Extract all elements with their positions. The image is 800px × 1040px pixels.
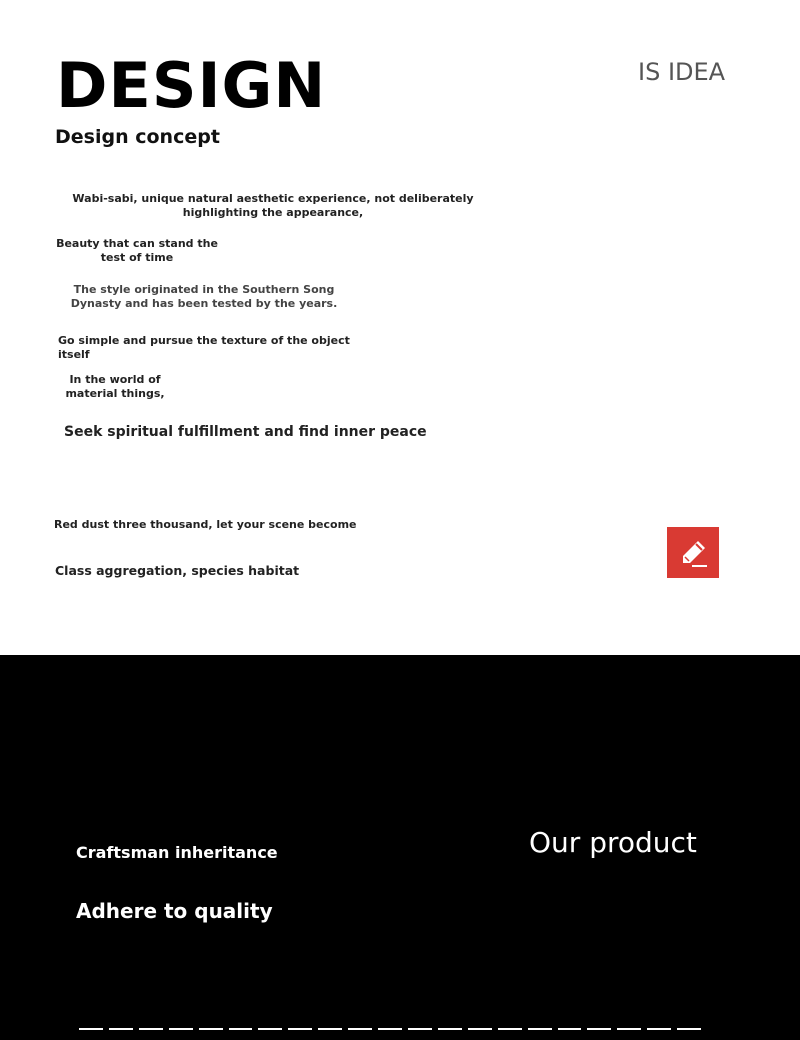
concept-text-4: Go simple and pursue the texture of the object itself — [58, 334, 350, 361]
concept-text-3: The style originated in the Southern Song Dynasty and has been tested by the years. — [70, 283, 338, 310]
product-heading: Our product — [529, 826, 697, 859]
concept-text-1: Wabi-sabi, unique natural aesthetic experience, not deliberately highlighting the appearance, — [72, 192, 474, 219]
concept-text-7: Red dust three thousand, let your scene become — [54, 518, 357, 531]
page-title: DESIGN — [56, 49, 327, 122]
quality-heading: Adhere to quality — [76, 899, 273, 923]
concept-text-2: Beauty that can stand the test of time — [56, 237, 218, 264]
concept-text-6: Seek spiritual fulfillment and find inner peace — [64, 424, 427, 440]
pencil-icon — [676, 536, 710, 570]
edit-button[interactable] — [667, 527, 719, 578]
concept-text-5: In the world of material things, — [65, 373, 165, 400]
concept-text-8: Class aggregation, species habitat — [55, 563, 300, 578]
section-heading: Design concept — [55, 126, 220, 148]
craft-heading: Craftsman inheritance — [76, 843, 278, 862]
tagline: IS IDEA — [638, 58, 726, 86]
dash-divider — [79, 1028, 701, 1032]
